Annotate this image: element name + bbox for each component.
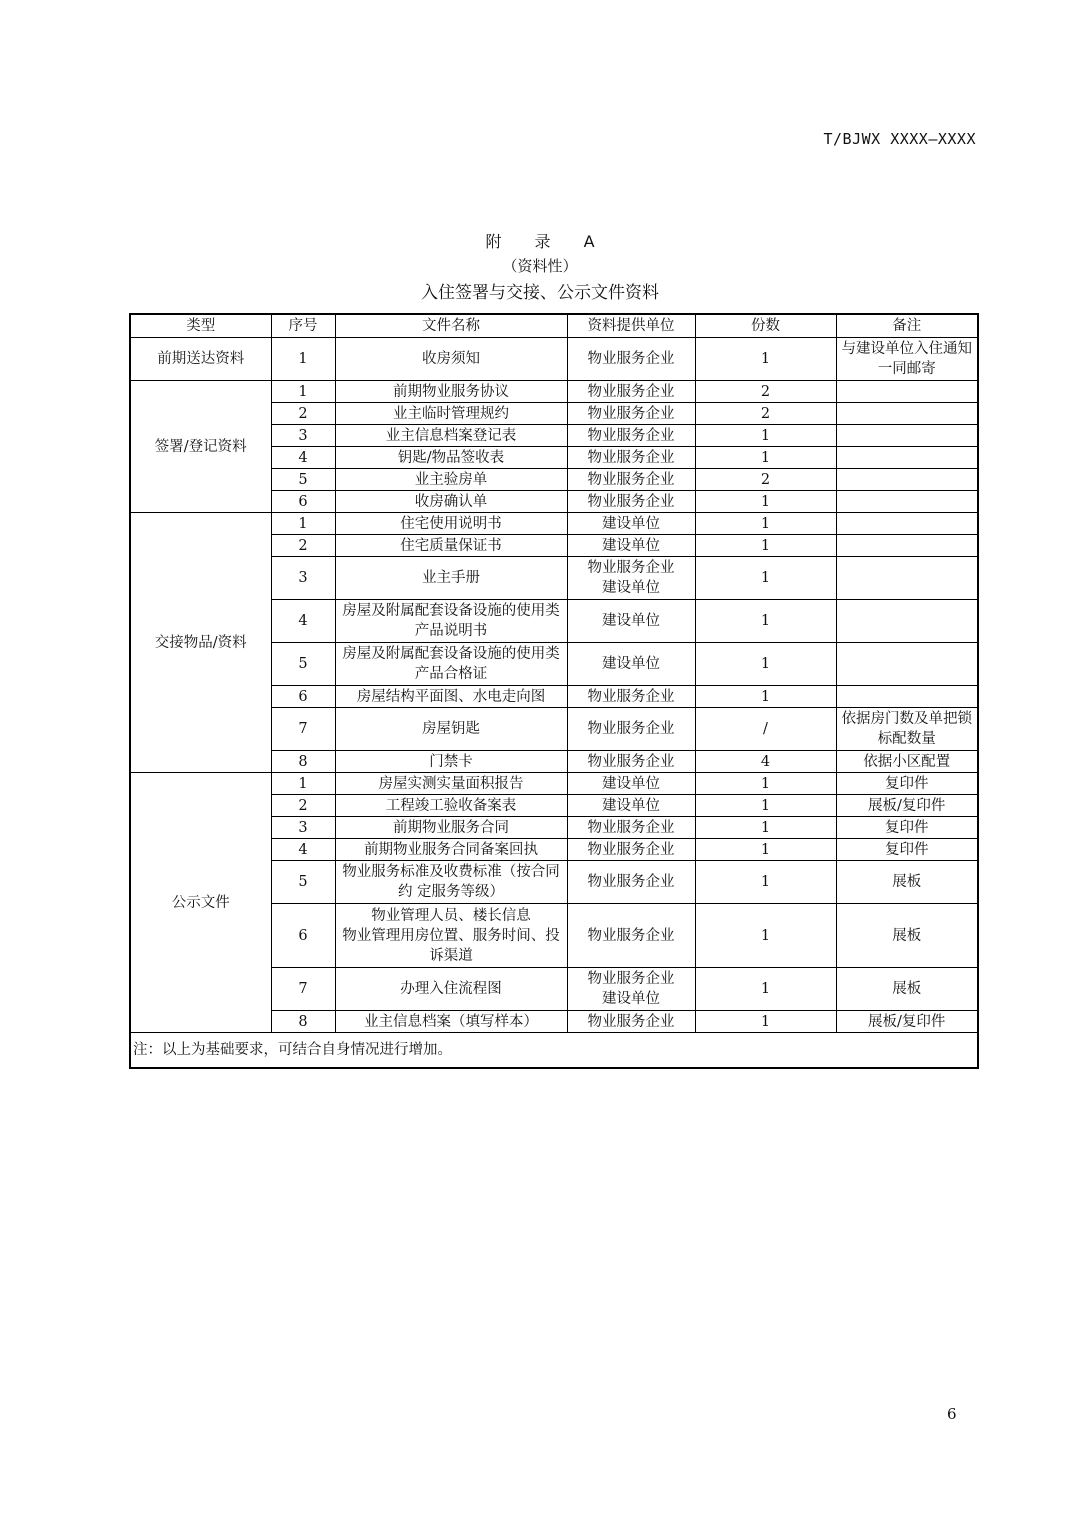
category-cell: 前期送达资料 xyxy=(130,338,271,381)
count-cell: 1 xyxy=(695,491,836,513)
row-number-cell: 1 xyxy=(271,338,335,381)
file-name-cell: 住宅质量保证书 xyxy=(335,535,567,557)
file-name-cell: 前期物业服务合同备案回执 xyxy=(335,839,567,861)
count-cell: / xyxy=(695,708,836,751)
remark-cell xyxy=(836,381,978,403)
remark-cell: 复印件 xyxy=(836,773,978,795)
file-name-cell: 房屋结构平面图、水电走向图 xyxy=(335,686,567,708)
file-name-cell: 收房须知 xyxy=(335,338,567,381)
row-number-cell: 3 xyxy=(271,557,335,600)
row-number-cell: 4 xyxy=(271,839,335,861)
row-number-cell: 6 xyxy=(271,686,335,708)
appendix-nature: （资料性） xyxy=(502,257,578,275)
file-name-cell: 业主手册 xyxy=(335,557,567,600)
provider-cell: 物业服务企业 xyxy=(567,904,695,968)
provider-cell: 物业服务企业 xyxy=(567,686,695,708)
provider-cell: 物业服务企业 建设单位 xyxy=(567,968,695,1011)
provider-cell: 建设单位 xyxy=(567,795,695,817)
appendix-title: 入住签署与交接、公示文件资料 xyxy=(421,283,659,303)
remark-cell: 展板 xyxy=(836,861,978,904)
page-number: 6 xyxy=(947,1405,957,1423)
remark-cell xyxy=(836,557,978,600)
count-cell: 2 xyxy=(695,381,836,403)
documents-table xyxy=(129,313,979,1069)
remark-cell xyxy=(836,513,978,535)
row-number-cell: 8 xyxy=(271,751,335,773)
file-name-cell: 物业服务标准及收费标准（按合同约 定服务等级） xyxy=(335,861,567,904)
file-name-cell: 门禁卡 xyxy=(335,751,567,773)
document-code: T/BJWX XXXX—XXXX xyxy=(823,130,976,148)
remark-cell: 复印件 xyxy=(836,839,978,861)
remark-cell xyxy=(836,643,978,686)
provider-cell: 建设单位 xyxy=(567,773,695,795)
count-cell: 1 xyxy=(695,686,836,708)
count-cell: 1 xyxy=(695,861,836,904)
provider-cell: 物业服务企业 xyxy=(567,425,695,447)
row-number-cell: 4 xyxy=(271,600,335,643)
row-number-cell: 3 xyxy=(271,817,335,839)
row-number-cell: 5 xyxy=(271,861,335,904)
provider-cell: 建设单位 xyxy=(567,513,695,535)
file-name-cell: 业主临时管理规约 xyxy=(335,403,567,425)
count-cell: 1 xyxy=(695,557,836,600)
remark-cell xyxy=(836,535,978,557)
row-number-cell: 5 xyxy=(271,643,335,686)
row-number-cell: 7 xyxy=(271,708,335,751)
remark-cell xyxy=(836,686,978,708)
table-header-row xyxy=(130,314,978,338)
count-cell: 1 xyxy=(695,968,836,1011)
count-cell: 1 xyxy=(695,338,836,381)
header-provider: 资料提供单位 xyxy=(567,314,695,338)
note-row xyxy=(130,1033,978,1069)
count-cell: 2 xyxy=(695,469,836,491)
file-name-cell: 业主信息档案登记表 xyxy=(335,425,567,447)
row-number-cell: 1 xyxy=(271,381,335,403)
file-name-cell: 钥匙/物品签收表 xyxy=(335,447,567,469)
provider-cell: 物业服务企业 xyxy=(567,861,695,904)
remark-cell: 与建设单位入住通知一同邮寄 xyxy=(836,338,978,381)
category-cell: 签署/登记资料 xyxy=(130,381,271,513)
row-number-cell: 2 xyxy=(271,795,335,817)
table-row xyxy=(130,773,978,795)
row-number-cell: 4 xyxy=(271,447,335,469)
row-number-cell: 2 xyxy=(271,535,335,557)
file-name-cell: 房屋钥匙 xyxy=(335,708,567,751)
provider-cell: 物业服务企业 xyxy=(567,751,695,773)
provider-cell: 物业服务企业 xyxy=(567,403,695,425)
provider-cell: 物业服务企业 xyxy=(567,1011,695,1033)
remark-cell xyxy=(836,447,978,469)
row-number-cell: 1 xyxy=(271,513,335,535)
remark-cell xyxy=(836,600,978,643)
remark-cell: 展板 xyxy=(836,904,978,968)
header-file-name: 文件名称 xyxy=(335,314,567,338)
provider-cell: 物业服务企业 xyxy=(567,839,695,861)
file-name-cell: 房屋实测实量面积报告 xyxy=(335,773,567,795)
table-note: 注：以上为基础要求，可结合自身情况进行增加。 xyxy=(130,1033,978,1069)
remark-cell: 展板 xyxy=(836,968,978,1011)
count-cell: 1 xyxy=(695,447,836,469)
count-cell: 1 xyxy=(695,425,836,447)
header-count: 份数 xyxy=(695,314,836,338)
count-cell: 1 xyxy=(695,535,836,557)
file-name-cell: 办理入住流程图 xyxy=(335,968,567,1011)
provider-cell: 物业服务企业 xyxy=(567,338,695,381)
remark-cell xyxy=(836,491,978,513)
provider-cell: 物业服务企业 xyxy=(567,708,695,751)
count-cell: 1 xyxy=(695,513,836,535)
row-number-cell: 3 xyxy=(271,425,335,447)
file-name-cell: 住宅使用说明书 xyxy=(335,513,567,535)
count-cell: 1 xyxy=(695,643,836,686)
category-cell: 交接物品/资料 xyxy=(130,513,271,773)
remark-cell: 复印件 xyxy=(836,817,978,839)
table-row xyxy=(130,513,978,535)
provider-cell: 物业服务企业 xyxy=(567,491,695,513)
table-body xyxy=(130,338,978,1033)
row-number-cell: 8 xyxy=(271,1011,335,1033)
remark-cell xyxy=(836,469,978,491)
row-number-cell: 2 xyxy=(271,403,335,425)
remark-cell: 展板/复印件 xyxy=(836,1011,978,1033)
provider-cell: 物业服务企业 xyxy=(567,447,695,469)
header-category: 类型 xyxy=(130,314,271,338)
file-name-cell: 前期物业服务协议 xyxy=(335,381,567,403)
count-cell: 1 xyxy=(695,839,836,861)
category-cell: 公示文件 xyxy=(130,773,271,1033)
provider-cell: 物业服务企业 xyxy=(567,817,695,839)
row-number-cell: 7 xyxy=(271,968,335,1011)
header-number: 序号 xyxy=(271,314,335,338)
file-name-cell: 前期物业服务合同 xyxy=(335,817,567,839)
provider-cell: 物业服务企业 建设单位 xyxy=(567,557,695,600)
file-name-cell: 业主信息档案（填写样本） xyxy=(335,1011,567,1033)
table-row xyxy=(130,338,978,381)
provider-cell: 物业服务企业 xyxy=(567,381,695,403)
count-cell: 1 xyxy=(695,1011,836,1033)
header-remark: 备注 xyxy=(836,314,978,338)
provider-cell: 建设单位 xyxy=(567,643,695,686)
provider-cell: 物业服务企业 xyxy=(567,469,695,491)
provider-cell: 建设单位 xyxy=(567,535,695,557)
row-number-cell: 1 xyxy=(271,773,335,795)
file-name-cell: 房屋及附属配套设备设施的使用类产品合格证 xyxy=(335,643,567,686)
count-cell: 1 xyxy=(695,817,836,839)
remark-cell: 展板/复印件 xyxy=(836,795,978,817)
file-name-cell: 房屋及附属配套设备设施的使用类产品说明书 xyxy=(335,600,567,643)
count-cell: 1 xyxy=(695,795,836,817)
row-number-cell: 6 xyxy=(271,491,335,513)
row-number-cell: 5 xyxy=(271,469,335,491)
file-name-cell: 业主验房单 xyxy=(335,469,567,491)
file-name-cell: 工程竣工验收备案表 xyxy=(335,795,567,817)
count-cell: 4 xyxy=(695,751,836,773)
remark-cell xyxy=(836,403,978,425)
count-cell: 1 xyxy=(695,773,836,795)
count-cell: 2 xyxy=(695,403,836,425)
remark-cell xyxy=(836,425,978,447)
table-row xyxy=(130,381,978,403)
row-number-cell: 6 xyxy=(271,904,335,968)
remark-cell: 依据房门数及单把锁 标配数量 xyxy=(836,708,978,751)
file-name-cell: 物业管理人员、楼长信息 物业管理用房位置、服务时间、投诉渠道 xyxy=(335,904,567,968)
title-block xyxy=(0,230,1080,308)
remark-cell: 依据小区配置 xyxy=(836,751,978,773)
count-cell: 1 xyxy=(695,904,836,968)
appendix-heading: 附 录 A xyxy=(485,232,609,251)
count-cell: 1 xyxy=(695,600,836,643)
provider-cell: 建设单位 xyxy=(567,600,695,643)
file-name-cell: 收房确认单 xyxy=(335,491,567,513)
